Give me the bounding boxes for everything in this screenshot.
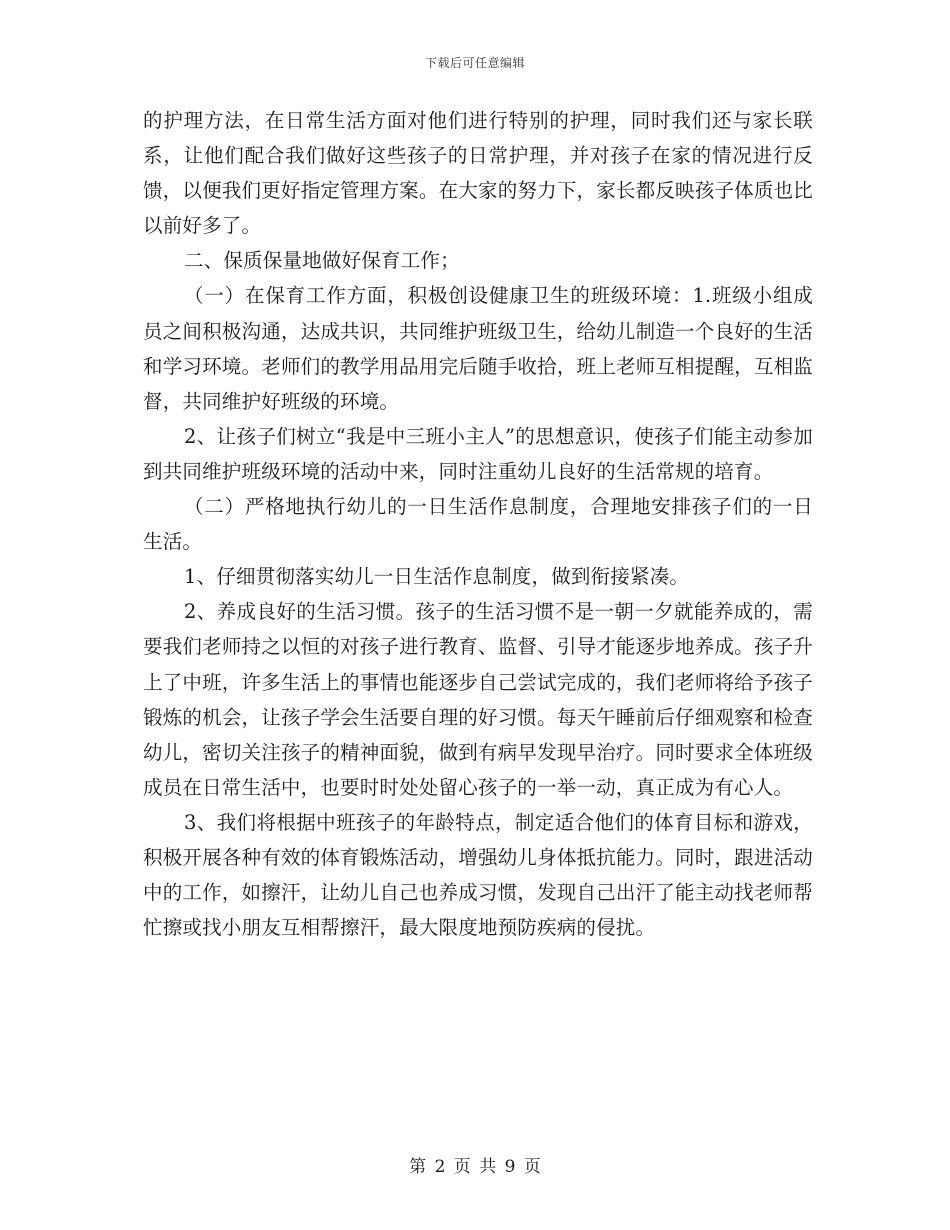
page-number: 第 2 页 共 9 页 — [409, 1157, 541, 1177]
paragraph: （二）严格地执行幼儿的一日生活作息制度，合理地安排孩子们的一日生活。 — [143, 495, 813, 554]
paragraph-continuation: 的护理方法，在日常生活方面对他们进行特别的护理，同时我们还与家长联系，让他们配合我们做好这些孩子的日常护理，并对孩子在家的情况进行反馈，以便我们更好指定管理方案。在大家的努力下，家长都反映孩子体质也比以前好多了。 — [143, 109, 813, 238]
document-body — [143, 103, 813, 945]
page-header: 下载后可任意编辑 — [424, 56, 525, 70]
section-heading: 二、保质保量地做好保育工作； — [184, 249, 460, 273]
paragraph: 2、让孩子们树立“我是中三班小主人”的思想意识，使孩子们能主动参加到共同维护班级环境的活动中来，同时注重幼儿良好的生活常规的培育。 — [143, 424, 813, 483]
paragraph: 1、仔细贯彻落实幼儿一日生活作息制度，做到衔接紧凑。 — [184, 565, 690, 589]
paragraph: （一）在保育工作方面，积极创设健康卫生的班级环境：1.班级小组成员之间积极沟通，达成共识，共同维护班级卫生，给幼儿制造一个良好的生活和学习环境。老师们的教学用品用完后随手收拾，班上老师互相提醒，互相监督，共同维护好班级的环境。 — [143, 284, 813, 413]
paragraph: 2、养成良好的生活习惯。孩子的生活习惯不是一朝一夕就能养成的，需要我们老师持之以恒的对孩子进行教育、监督、引导才能逐步地养成。孩子升上了中班，许多生活上的事情也能逐步自己尝试完成的，我们老师将给予孩子锻炼的机会，让孩子学会生活要自理的好习惯。每天午睡前后仔细观察和检查幼儿，密切关注孩子的精神面貌，做到有病早发现早治疗。同时要求全体班级成员在日常生活中，也要时时处处留心孩子的一举一动，真正成为有心人。 — [143, 600, 813, 799]
paragraph: 3、我们将根据中班孩子的年龄特点，制定适合他们的体育目标和游戏，积极开展各种有效的体育锻炼活动，增强幼儿身体抵抗能力。同时，跟进活动中的工作，如擦汗，让幼儿自己也养成习惯，发现自己出汗了能主动找老师帮忙擦或找小朋友互相帮擦汗，最大限度地预防疾病的侵扰。 — [143, 810, 813, 940]
